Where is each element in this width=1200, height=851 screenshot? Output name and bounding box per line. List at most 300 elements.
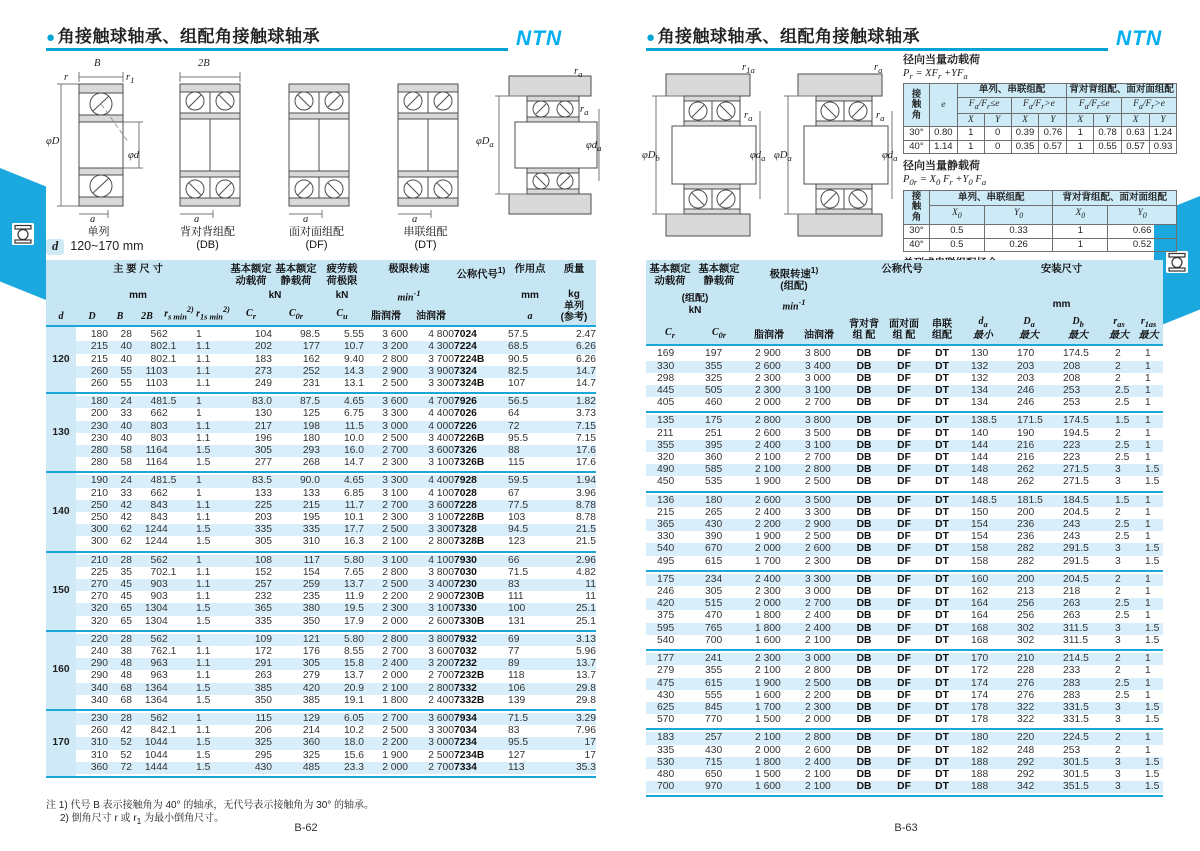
- cell-load-center-a: 88: [508, 445, 552, 457]
- table-row: [46, 475, 596, 487]
- cell-code-dt: DT: [924, 732, 960, 744]
- cell-mass: 4.82: [575, 566, 596, 578]
- table-row: [646, 531, 1163, 543]
- cell-grease-speed: 2 500: [382, 377, 408, 389]
- header-contact-angle: 接 触 角: [904, 84, 930, 127]
- table-row: [46, 500, 596, 512]
- cell-code-df: DF: [884, 385, 924, 397]
- cell-Da-max: 342: [1006, 781, 1052, 793]
- matched-group: [646, 492, 1163, 571]
- cell-2B: 66: [150, 487, 162, 499]
- table-row: [646, 373, 1163, 385]
- cell-ras-max: 2.5: [1104, 440, 1134, 452]
- table-row: [646, 397, 1163, 409]
- cell-part-code: 7232B: [454, 670, 485, 682]
- cell-r1s-min: 1: [196, 487, 202, 499]
- cell-D: 180: [76, 396, 108, 408]
- mounted-db-diagram: [646, 70, 766, 240]
- cell-r1s-min: 1.1: [196, 725, 211, 737]
- cell-D: 250: [76, 500, 108, 512]
- cell-Db-max: 174.5: [1052, 415, 1104, 427]
- cell-mass: 13.7: [575, 670, 596, 682]
- table-row: [646, 440, 1163, 452]
- cell-Db-max: 224.5: [1052, 732, 1104, 744]
- cell-oil-speed: 2 600: [805, 744, 831, 756]
- cell-C0r: 195: [302, 512, 320, 523]
- cell-code-df: DF: [884, 653, 924, 665]
- cell-Db-max: 253: [1052, 385, 1104, 397]
- cell-Cr: 83.0: [230, 396, 272, 408]
- cell-grease-speed: 1 600: [755, 634, 781, 646]
- cell-grease-speed: 2 300: [744, 385, 794, 397]
- factor-value: 0.55: [1094, 140, 1122, 154]
- cell-2B: 90: [150, 591, 162, 603]
- cell-r1s-min: 1: [196, 634, 230, 646]
- cell-r1as-max: 1: [1145, 744, 1151, 756]
- mounted-duplex-diagrams: [642, 58, 904, 258]
- cell-r1s-min: 1.1: [196, 366, 230, 378]
- table-row: [646, 464, 1163, 476]
- cell-grease-speed: 2 500: [382, 725, 408, 737]
- diagram-caption-dt: 串联组配 (DT): [403, 226, 448, 251]
- cell-ras-max: 2: [1115, 506, 1121, 518]
- cell-load-center-a: 127: [508, 749, 526, 761]
- cell-Cr: 445: [646, 385, 694, 397]
- cell-code-db: DB: [844, 757, 884, 769]
- cell-C0r: 355: [705, 665, 723, 677]
- cell-B: 65: [108, 603, 132, 615]
- cell-Cu: 19.5: [320, 603, 364, 615]
- cell-mass: 29.8: [552, 683, 596, 695]
- cell-r1as-max: 1: [1145, 372, 1151, 384]
- cell-Cu: 5.80: [320, 555, 364, 567]
- cell-load-center-a: 57.5: [508, 329, 529, 341]
- cell-part-code: 7926: [454, 396, 508, 408]
- cell-oil-speed: 2 700: [805, 397, 831, 409]
- cell-da-min: 164: [971, 610, 989, 622]
- cell-Cr: 305: [230, 445, 272, 457]
- cell-oil-speed: 3 500: [805, 427, 831, 439]
- cell-Cr: 325: [230, 737, 272, 749]
- cell-ras-max: 2: [1115, 665, 1121, 677]
- cell-ras-max: 2.5: [1104, 385, 1134, 397]
- cell-B: 24: [108, 475, 132, 487]
- cell-oil-speed: 3 800: [408, 634, 454, 646]
- cell-grease-speed: 1 600: [755, 689, 781, 701]
- cell-r1as-max: 1: [1134, 519, 1163, 531]
- cell-ras-max: 3: [1104, 464, 1134, 476]
- cell-load-center-a: 111: [508, 591, 524, 603]
- cell-rs-min: 2: [162, 408, 168, 420]
- cell-code-dt: DT: [935, 476, 949, 488]
- cell-part-code: 7226B: [454, 432, 485, 444]
- cell-da-min: 172: [971, 665, 989, 677]
- cell-Da-max: 203: [1006, 361, 1052, 373]
- header-db-df: 背对背组配、面对面组配: [1067, 84, 1177, 98]
- bore-diameter-label: 120: [46, 326, 76, 393]
- table-row: [46, 512, 596, 524]
- cell-oil-speed: 2 000: [805, 714, 831, 726]
- cell-grease-speed: 2 600: [755, 427, 781, 439]
- cell-code-dt: DT: [924, 543, 960, 555]
- cell-oil-speed: 2 700: [794, 598, 844, 610]
- cell-code-db: DB: [856, 531, 872, 543]
- cell-B: 40: [120, 432, 132, 444]
- cell-D: 270: [76, 579, 108, 591]
- cell-mass: 3.13: [552, 634, 596, 646]
- cell-Cu: 6.85: [343, 487, 364, 499]
- cell-C0r: 121: [272, 634, 320, 646]
- cell-code-df: DF: [884, 495, 924, 507]
- cell-da-min: 180: [960, 732, 1006, 744]
- cell-ras-max: 2: [1115, 427, 1121, 439]
- cell-r1as-max: 1.5: [1134, 757, 1163, 769]
- cell-C0r: 98.5: [299, 329, 320, 341]
- cell-B: 42: [108, 500, 132, 512]
- header-mounting-dims: 安装尺寸: [1040, 264, 1083, 275]
- bore-range-badge: [46, 239, 144, 255]
- cell-C0r: 162: [302, 353, 320, 365]
- cell-C0r: 257: [694, 732, 744, 744]
- cell-grease-speed: 2 600: [744, 495, 794, 507]
- cell-C0r: 90.0: [272, 475, 320, 487]
- cell-code-df: DF: [897, 372, 911, 384]
- cell-Cr: 196: [254, 432, 272, 444]
- table-row: [46, 445, 596, 457]
- cell-mass: 25.1: [575, 615, 596, 627]
- cell-rs-min: 3: [162, 421, 196, 433]
- cell-Db-max: 194.5: [1063, 427, 1089, 439]
- cell-Da-max: 190: [1017, 427, 1035, 439]
- cell-rs-min: 2.1: [162, 341, 196, 353]
- cell-Db-max: 204.5: [1063, 506, 1089, 518]
- dim-label-phiDb: $\varphi D_b$: [642, 150, 660, 164]
- cell-r1s-min: 1.1: [196, 500, 230, 512]
- cell-D: 360: [76, 762, 108, 774]
- cell-rs-min: 2: [162, 713, 196, 725]
- cell-2B: 80: [132, 341, 162, 353]
- cell-2B: 56: [132, 634, 162, 646]
- matched-group: [646, 345, 1163, 412]
- cell-C0r: 198: [272, 421, 320, 433]
- table-row: [46, 378, 596, 390]
- cell-ras-max: 2: [1104, 361, 1134, 373]
- cell-oil-speed: 4 800: [428, 329, 454, 341]
- cell-code-dt: DT: [935, 714, 949, 726]
- cell-load-center-a: 100: [508, 603, 552, 615]
- cell-load-center-a: 83: [508, 579, 552, 591]
- cell-D: 200: [90, 408, 108, 420]
- cell-grease-speed: 2 000: [364, 762, 408, 774]
- cell-load-center-a: 131: [508, 615, 526, 627]
- table-row: [46, 433, 596, 445]
- bore-diameter-label: 160: [46, 631, 76, 710]
- cell-ras-max: 3: [1115, 634, 1121, 646]
- matched-bearing-table: [646, 260, 1163, 797]
- cell-ras-max: 2: [1115, 348, 1121, 360]
- cell-ras-max: 2: [1104, 653, 1134, 665]
- cell-C0r: 390: [705, 531, 723, 543]
- table-row: [646, 556, 1163, 568]
- factor-value: 0.80: [929, 127, 957, 141]
- cell-oil-speed: 4 100: [428, 487, 454, 499]
- cell-Cu: 11.9: [344, 591, 364, 603]
- cell-B: 35: [120, 566, 132, 578]
- factor-value: 1: [1053, 225, 1108, 239]
- cell-rs-min: 2: [162, 634, 196, 646]
- cell-part-code: 7326: [454, 445, 508, 457]
- cell-grease-speed: 2 400: [364, 658, 408, 670]
- cell-r1s-min: 1.1: [196, 341, 230, 353]
- cell-Cu: 6.75: [343, 408, 364, 420]
- cell-Da-max: 322: [1017, 714, 1035, 726]
- cell-code-df: DF: [897, 506, 911, 518]
- cell-C0r: 700: [705, 634, 723, 646]
- cell-Cr: 133: [254, 487, 272, 499]
- ntn-logo: NTN: [1116, 27, 1163, 50]
- cell-Db-max: 311.5: [1063, 634, 1089, 646]
- cell-Cu: 10.0: [343, 432, 364, 444]
- unit-kn: kN: [335, 290, 349, 302]
- cell-code-dt: DT: [924, 440, 960, 452]
- cell-oil-speed: 2 700: [805, 452, 831, 464]
- cell-mass: 3.96: [575, 487, 596, 499]
- factor-value: 1: [1067, 140, 1094, 154]
- cell-Cr: 405: [657, 397, 675, 409]
- cell-B: 68: [108, 683, 132, 695]
- cell-code-df: DF: [884, 440, 924, 452]
- cell-mass: 7.15: [552, 421, 596, 433]
- cell-r1as-max: 1: [1134, 361, 1163, 373]
- cell-code-df: DF: [884, 598, 924, 610]
- cell-grease-speed: 2 700: [364, 500, 408, 512]
- cell-2B: 90: [132, 579, 162, 591]
- cell-da-min: 148: [960, 464, 1006, 476]
- cell-mass: 35.3: [552, 762, 596, 774]
- cell-code-df: DF: [897, 348, 911, 360]
- cell-C0r: 259: [272, 579, 320, 591]
- bearing-dimensions-table: [46, 260, 596, 778]
- cell-grease-speed: 2 500: [364, 579, 408, 591]
- cell-Da-max: 246: [1017, 397, 1035, 409]
- cell-da-min: 148: [971, 476, 989, 488]
- cell-oil-speed: 4 400: [428, 408, 454, 420]
- cell-grease-speed: 3 100: [382, 487, 408, 499]
- static-factor-row: [904, 225, 1177, 239]
- table-row: [46, 579, 596, 591]
- cell-Cr: 540: [657, 634, 675, 646]
- cell-r1as-max: 1: [1145, 348, 1151, 360]
- cell-Cr: 279: [657, 665, 675, 677]
- cell-r1s-min: 1.5: [196, 536, 211, 548]
- cell-grease-speed: 2 100: [755, 665, 781, 677]
- cell-D: 250: [90, 512, 108, 523]
- cell-Cu: 15.6: [343, 749, 364, 761]
- cell-r1s-min: 1.1: [196, 670, 211, 682]
- cell-code-db: DB: [844, 543, 884, 555]
- cell-da-min: 162: [971, 586, 989, 598]
- cell-C0r: 470: [705, 610, 723, 622]
- cell-r1s-min: 1: [196, 329, 202, 341]
- cell-code-dt: DT: [924, 678, 960, 690]
- cell-da-min: 174: [960, 678, 1006, 690]
- cell-code-df: DF: [897, 714, 911, 726]
- cell-mass: 29.8: [575, 694, 596, 706]
- cell-mass: 25.1: [552, 603, 596, 615]
- cell-2B: 80: [132, 421, 162, 433]
- cell-oil-speed: 2 500: [805, 476, 831, 488]
- cell-C0r: 360: [705, 452, 723, 464]
- contact-angle: 30°: [904, 225, 930, 239]
- cell-C0r: 305: [272, 658, 320, 670]
- unit-mm: mm: [521, 290, 539, 302]
- cell-r1as-max: 1.5: [1145, 555, 1160, 567]
- bearing-group-d170: [46, 710, 596, 777]
- table-row: [46, 670, 596, 682]
- cell-Da-max: 256: [1006, 598, 1052, 610]
- cell-Cr: 355: [646, 440, 694, 452]
- cell-load-center-a: 123: [508, 536, 526, 548]
- cell-D: 215: [76, 341, 108, 353]
- cell-B: 52: [120, 749, 132, 761]
- cell-B: 58: [120, 457, 132, 469]
- cell-D: 230: [76, 421, 108, 433]
- cell-Da-max: 262: [1006, 464, 1052, 476]
- bearing-group-d140: [46, 472, 596, 551]
- cell-oil-speed: 2 500: [428, 749, 454, 761]
- cell-r1s-min: 1.1: [196, 353, 211, 365]
- cell-C0r: 215: [272, 500, 320, 512]
- cell-C0r: 555: [705, 689, 723, 701]
- unit-blank: [454, 288, 508, 304]
- header-dynamic-load: 基本额定 动载荷: [649, 264, 691, 287]
- cell-Da-max: 276: [1006, 678, 1052, 690]
- ntn-logo: NTN: [516, 27, 563, 50]
- cell-2B: 110: [145, 377, 162, 389]
- cell-Cu: 8.55: [343, 646, 364, 658]
- cell-oil-speed: 3 400: [794, 361, 844, 373]
- cell-Cr: 109: [230, 634, 272, 646]
- cell-rs-min: 1.5: [162, 396, 196, 408]
- cell-Cr: 257: [230, 579, 272, 591]
- cell-Db-max: 243: [1063, 531, 1081, 543]
- factor-value: 0.39: [1011, 127, 1039, 141]
- cell-C0r: 251: [705, 427, 723, 439]
- cell-code-dt: DT: [935, 397, 949, 409]
- cell-rs-min: 4: [162, 457, 168, 469]
- cell-part-code: 7230: [454, 579, 508, 591]
- cell-Da-max: 216: [1006, 440, 1052, 452]
- cell-oil-speed: 2 300: [794, 702, 844, 714]
- cell-Cr: 249: [254, 377, 272, 389]
- cell-code-dt: DT: [935, 586, 949, 598]
- cell-grease-speed: 2 300: [382, 457, 408, 469]
- cell-C0r: 715: [694, 757, 744, 769]
- cell-C0r: 670: [694, 543, 744, 555]
- cell-r1s-min: 1: [196, 396, 230, 408]
- cell-code-df: DF: [884, 702, 924, 714]
- cell-C0r: 252: [272, 366, 320, 378]
- cell-load-center-a: 77: [508, 646, 520, 658]
- cell-D: 210: [76, 555, 108, 567]
- cell-grease-speed: 2 500: [364, 524, 408, 536]
- cell-mass: 21.5: [575, 536, 596, 548]
- unit-assembled-kn: (组配) kN: [681, 293, 709, 316]
- cell-B: 72: [108, 762, 132, 774]
- cell-r1as-max: 1: [1145, 397, 1151, 409]
- cell-rs-min: 2: [162, 329, 168, 341]
- header-Y: Y: [1039, 113, 1067, 127]
- cell-grease-speed: 3 600: [382, 329, 408, 341]
- cell-Da-max: 282: [1017, 555, 1035, 567]
- cell-r1as-max: 1.5: [1134, 623, 1163, 635]
- col-oil: 油润滑: [416, 311, 446, 323]
- cell-grease-speed: 2 400: [744, 440, 794, 452]
- cell-part-code: 7230B: [454, 591, 485, 603]
- cell-part-code: 7334: [454, 762, 508, 774]
- cell-Cu: 4.65: [320, 396, 364, 408]
- cell-oil-speed: 3 800: [428, 566, 454, 578]
- cell-da-min: 132: [971, 372, 989, 384]
- cell-C0r: 615: [705, 555, 723, 567]
- cell-Cu: 10.2: [343, 725, 364, 737]
- cell-Cr: 183: [254, 353, 272, 365]
- cell-oil-speed: 3 900: [408, 366, 454, 378]
- matched-group: [646, 650, 1163, 729]
- cell-grease-speed: 2 900: [364, 366, 408, 378]
- cell-mass: 6.26: [575, 353, 596, 365]
- cell-rs-min: 2: [162, 555, 196, 567]
- cell-C0r: 176: [302, 646, 320, 658]
- table-row: [46, 396, 596, 408]
- cell-D: 310: [90, 749, 108, 761]
- cell-code-db: DB: [856, 714, 872, 726]
- cell-Cu: 17.7: [320, 524, 364, 536]
- cell-oil-speed: 2 800: [794, 464, 844, 476]
- dim-label-phida: $\varphi d_a$: [750, 150, 766, 164]
- factor-value: 1: [1067, 127, 1094, 141]
- cell-r1as-max: 1: [1134, 598, 1163, 610]
- factor-value: 1: [957, 140, 984, 154]
- table-row: [646, 678, 1163, 690]
- cell-C0r: 293: [272, 445, 320, 457]
- table-header: [46, 260, 596, 326]
- cell-ras-max: 1.5: [1104, 415, 1134, 427]
- dim-label-phiDa: $\varphi D_a$: [774, 150, 792, 164]
- header-X0: $X_0$: [1053, 206, 1108, 225]
- cell-C0r: 350: [302, 615, 320, 627]
- cell-r1s-min: 1.1: [196, 646, 211, 658]
- cell-ras-max: 2: [1115, 372, 1121, 384]
- cell-code-df: DF: [897, 586, 911, 598]
- cell-code-df: DF: [897, 689, 911, 701]
- cell-code-dt: DT: [924, 464, 960, 476]
- cell-oil-speed: 2 700: [408, 762, 454, 774]
- cell-Cr: 540: [646, 543, 694, 555]
- cell-code-db: DB: [844, 623, 884, 635]
- cell-2B: 70: [150, 566, 162, 578]
- table-row: [46, 567, 596, 579]
- cell-B: 55: [120, 377, 132, 389]
- cell-oil-speed: 4 100: [408, 555, 454, 567]
- cell-ras-max: 3: [1104, 543, 1134, 555]
- matched-group: [646, 571, 1163, 650]
- cell-grease-speed: 2 000: [744, 543, 794, 555]
- table-row: [46, 658, 596, 670]
- cell-r1as-max: 1.5: [1145, 634, 1160, 646]
- cell-mass: 17.6: [552, 445, 596, 457]
- cell-grease-speed: 2 400: [744, 574, 794, 586]
